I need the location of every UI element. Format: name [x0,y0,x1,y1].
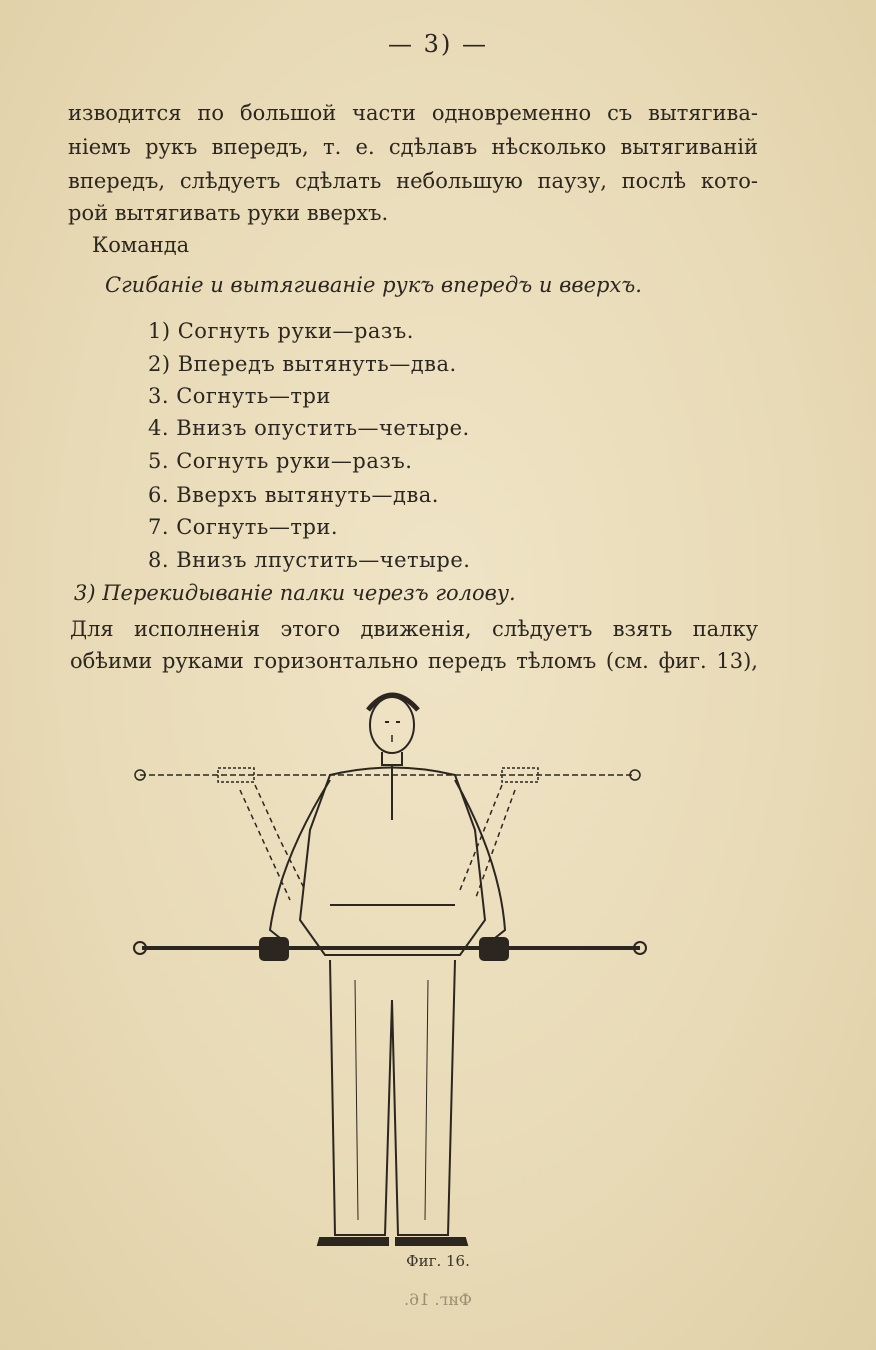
command-label: Команда [92,233,190,257]
bleed-through-text: Фиг. 16. [404,1290,472,1309]
section-heading: 3) Перекидываніе палки черезъ голову. [74,581,516,605]
command-item: 4. Внизъ опустить—четыре. [148,416,470,440]
paragraph-line: обѣими руками горизонтально передъ тѣломъ (см. фиг. 13), [70,649,758,673]
command-item: 8. Внизъ лпустить—четыре. [148,548,471,572]
left-hand [260,938,288,960]
trousers [330,960,455,1235]
paragraph-line: Для исполненія этого движенія, слѣдуетъ взять палку [70,617,758,641]
command-item: 7. Согнуть—три. [148,515,339,539]
command-item: 2) Впередъ вытянуть—два. [148,352,457,376]
paragraph-line: впередъ, слѣдуетъ сдѣлать небольшую паузу, послѣ кото- [68,169,758,193]
paragraph-line: ніемъ рукъ впередъ, т. е. сдѣлавъ нѣсколько вытягиваній [68,135,758,159]
paragraph-line: изводится по большой части одновременно съ вытягива- [68,101,758,125]
command-title: Сгибаніе и вытягиваніе рукъ впередъ и вверхъ. [105,273,642,297]
command-item: 5. Согнуть руки—разъ. [148,449,413,473]
command-item: 1) Согнуть руки—разъ. [148,319,414,343]
figure-caption: Фиг. 16. [406,1252,470,1270]
dashed-arm [255,785,305,890]
right-arm [455,780,505,942]
head [370,697,414,753]
command-item: 6. Вверхъ вытянуть—два. [148,483,439,507]
command-item: 3. Согнуть—три [148,384,331,408]
paragraph-line: рой вытягивать руки вверхъ. [68,201,389,225]
left-shoe [318,1238,388,1245]
figure-illustration [130,680,650,1250]
right-shoe [396,1238,467,1245]
page-number: — 3) — [388,30,488,58]
right-hand [480,938,508,960]
